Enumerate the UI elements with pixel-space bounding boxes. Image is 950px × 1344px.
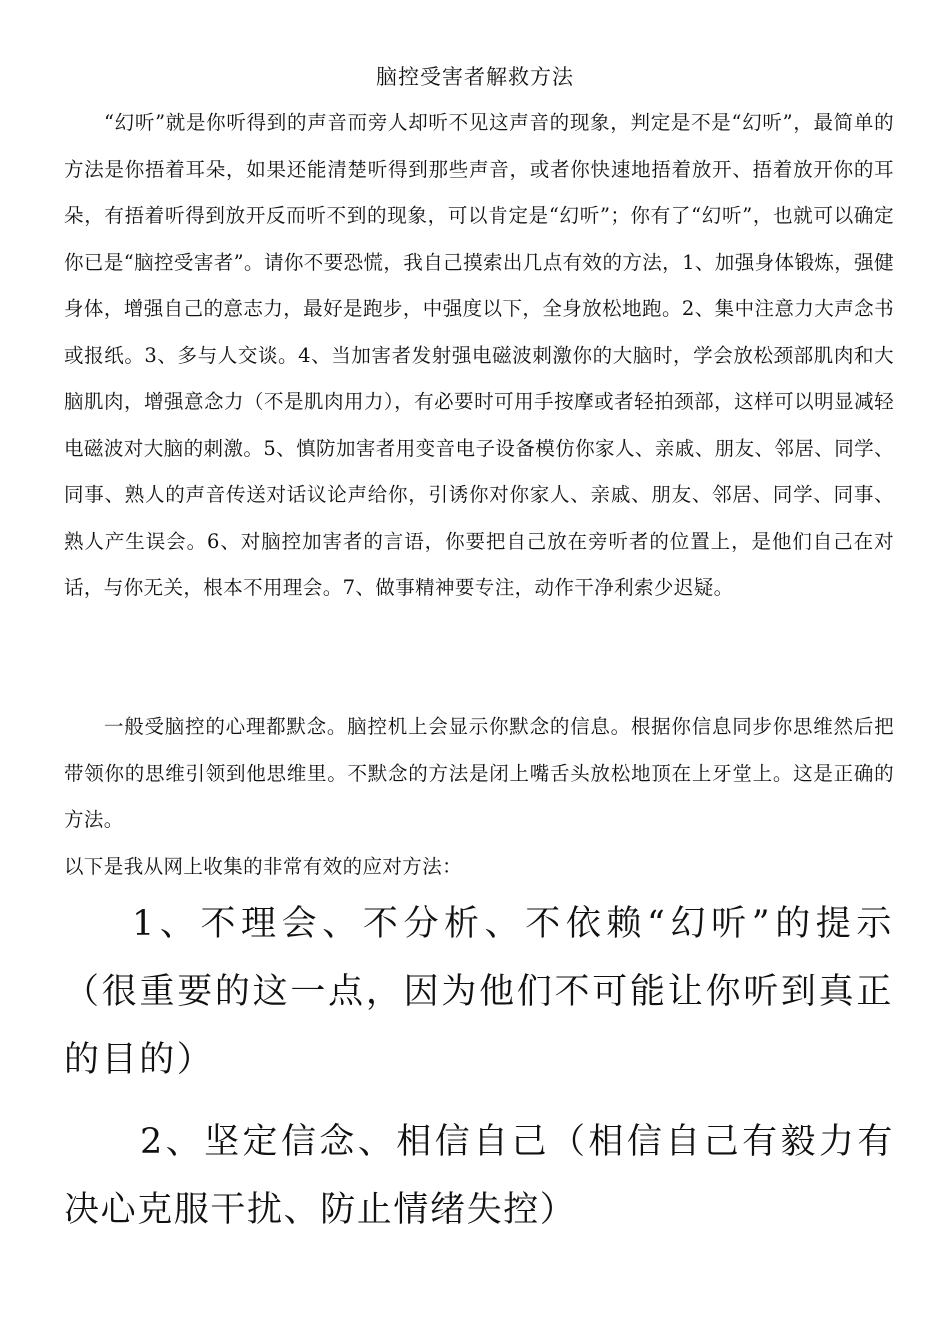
paragraph-hallucination-methods: “幻听”就是你听得到的声音而旁人却听不见这声音的现象，判定是不是“幻听”，最简单的方法是你捂着耳朵，如果还能清楚听得到那些声音，或者你快速地捂着放开、捂着放开你的耳朵，有捂着听得到放开反而听不到的现象，可以肯定是“幻听”；你有了“幻听”，也就可以确定你已是“脑控受害者”。请你不要恐慌，我自己摸索出几点有效的方法，1、加强身体锻炼，强健身体，增强自己的意志力，最好是跑步，中强度以下，全身放松地跑。2、集中注意力大声念书或报纸。3、多与人交谈。4、当加害者发射强电磁波刺激你的大脑时，学会放松颈部肌肉和大脑肌肉，增强意念力（不是肌肉用力），有必要时可用手按摩或者轻拍颈部，这样可以明显减轻电磁波对大脑的刺激。5、慎防加害者用变音电子设备模仿你家人、亲戚、朋友、邻居、同学、同事、熟人的声音传送对话议论声给你，引诱你对你家人、亲戚、朋友、邻居、同学、同事、熟人产生误会。6、对脑控加害者的言语，你要把自己放在旁听者的位置上，是他们自己在对话，与你无关，根本不用理会。7、做事精神要专注，动作干净利索少迟疑。: [64, 111, 894, 599]
big-item-2: 2、坚定信念、相信自己（相信自己有毅力有决心克服干扰、防止情绪失控）: [64, 1122, 894, 1230]
big-item-1: 1、不理会、不分析、不依赖“幻听”的提示（很重要的这一点，因为他们不可能让你听到真正的目的）: [64, 904, 894, 1080]
document-title: 脑控受害者解救方法: [376, 65, 574, 89]
paragraph-silent-reading: 一般受脑控的心理都默念。脑控机上会显示你默念的信息。根据你信息同步你思维然后把带领你的思维引领到他思维里。不默念的方法是闭上嘴舌头放松地顶在上牙堂上。这是正确的方法。: [64, 715, 894, 831]
paragraph-intro-online-methods: 以下是我从网上收集的非常有效的应对方法：: [64, 855, 463, 878]
